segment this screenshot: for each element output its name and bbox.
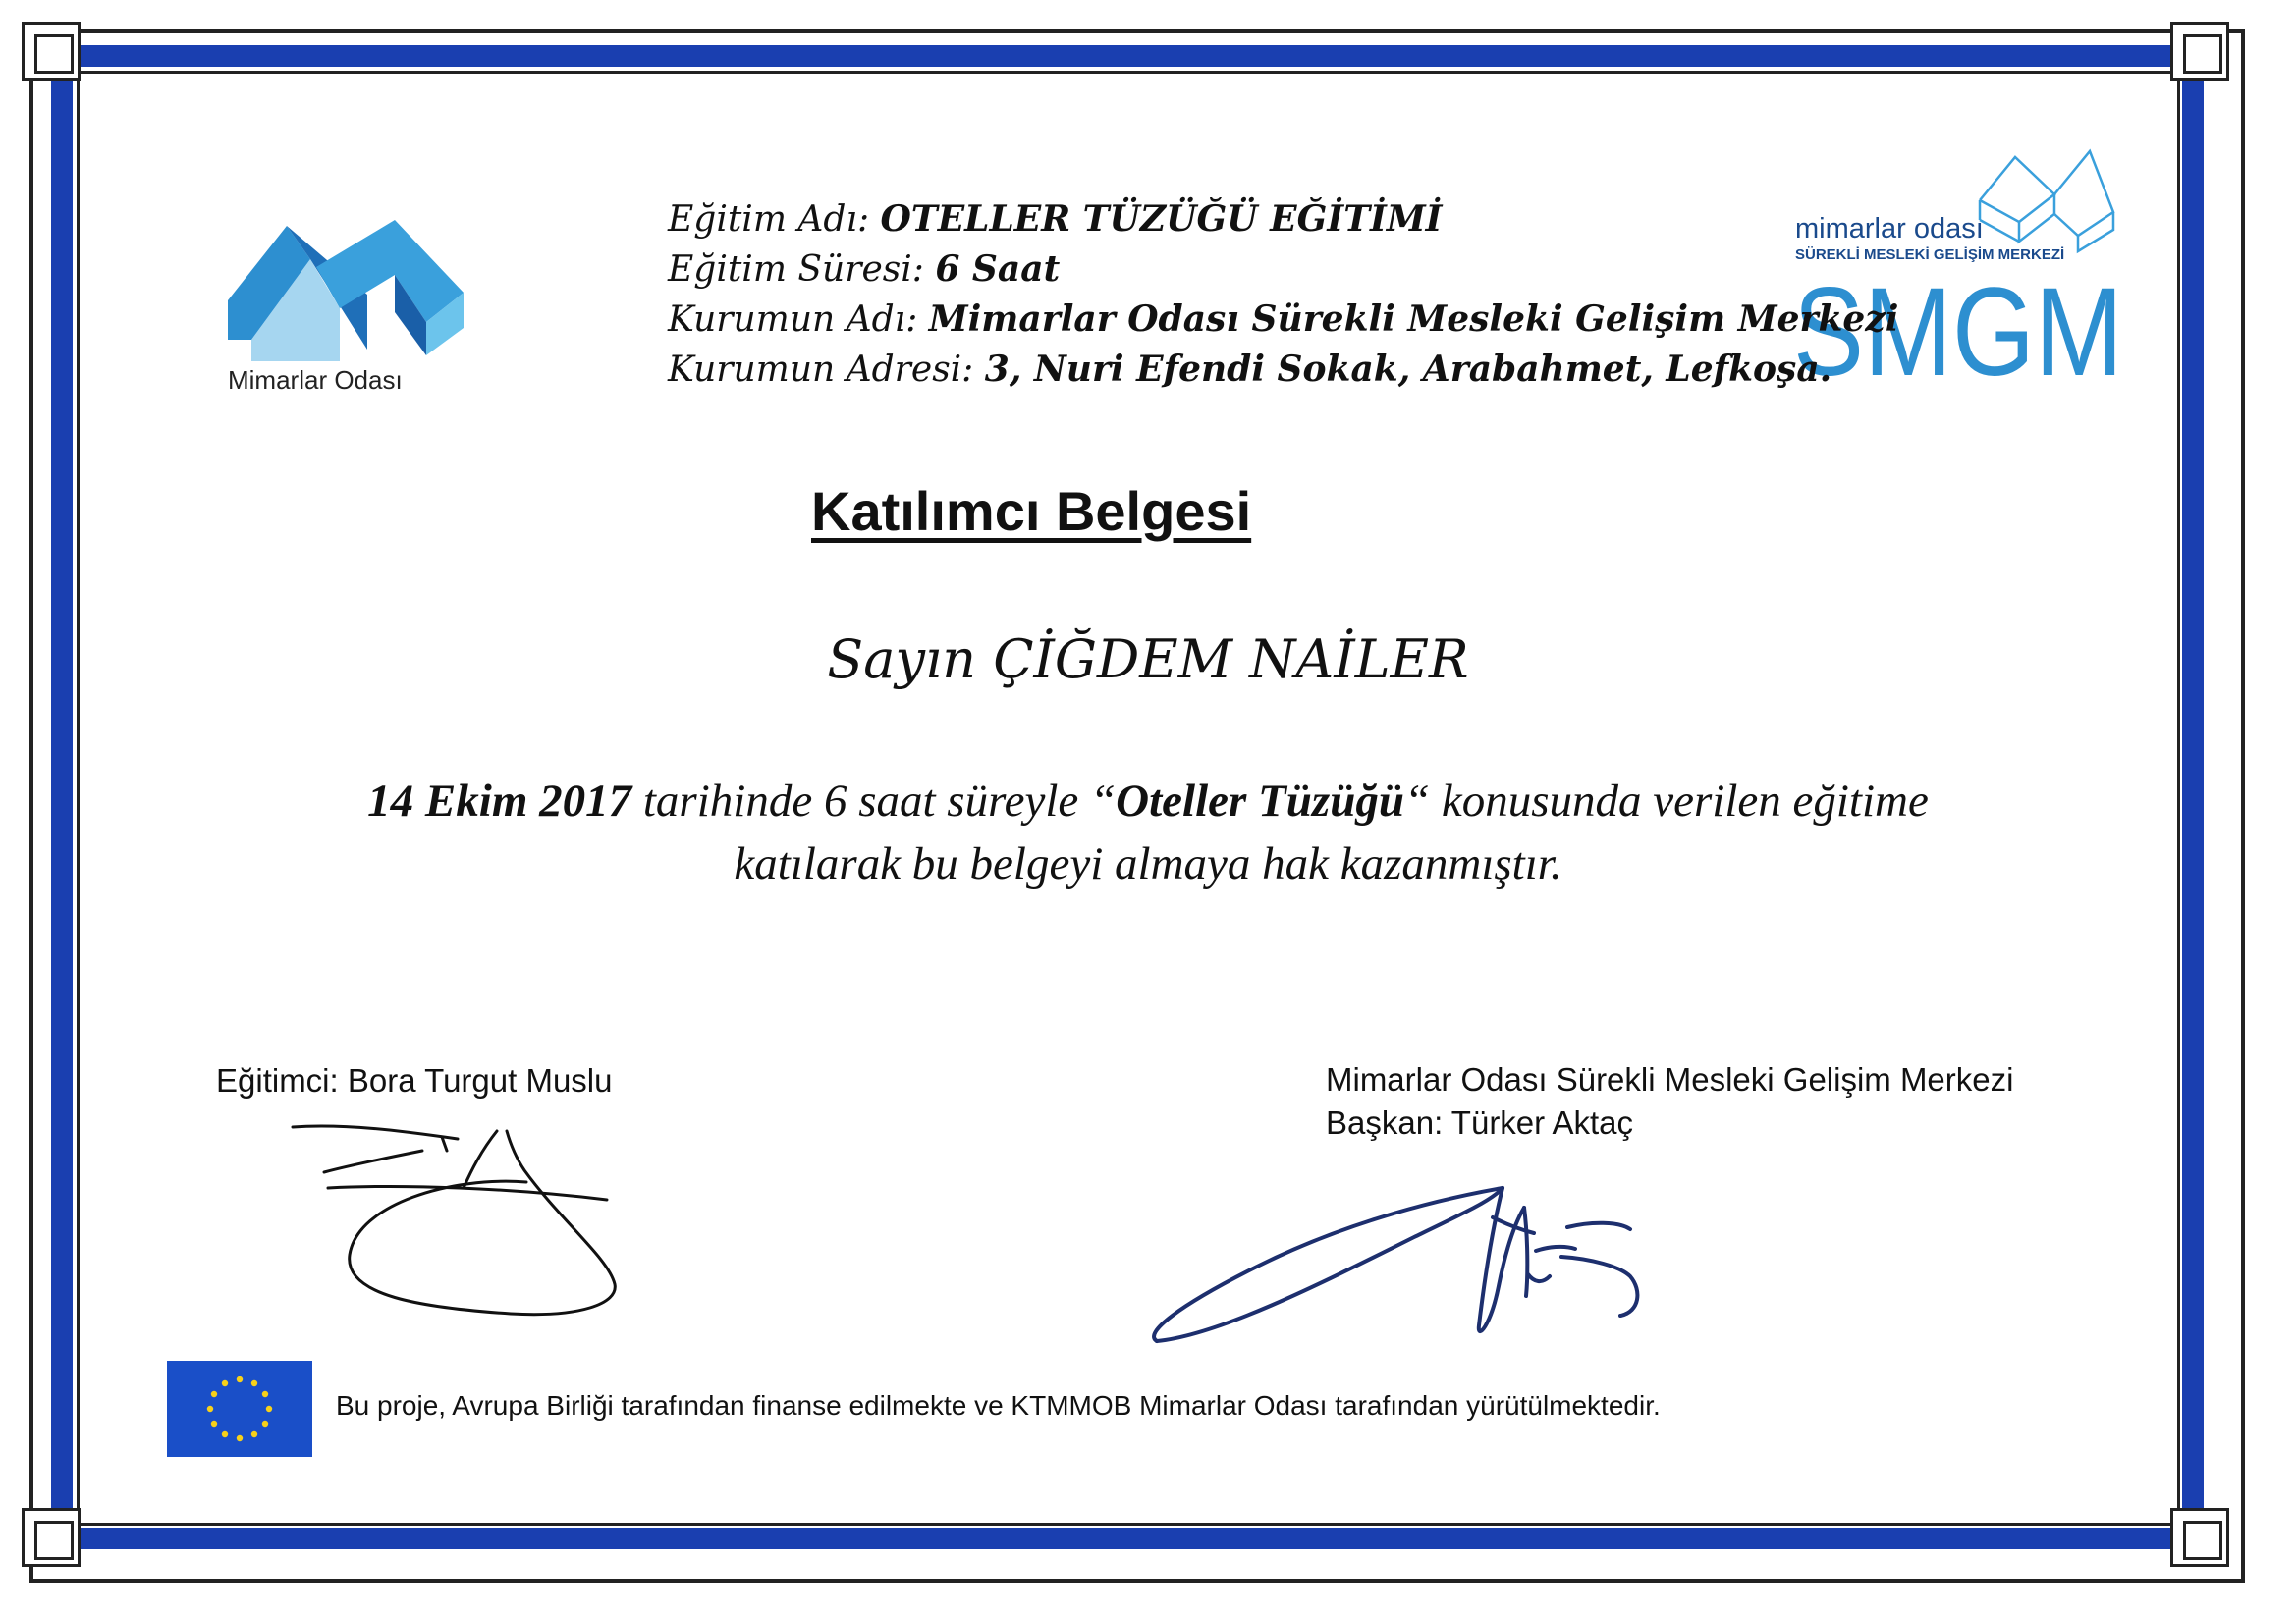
eu-funding-note: Bu proje, Avrupa Birliği tarafından finanse edilmekte ve KTMMOB Mimarlar Odası tarafından yürütülmektedir. [336,1390,1661,1421]
info-value: OTELLER TÜZÜĞÜ EĞİTİMİ [880,198,1443,240]
president-block [1326,1058,2013,1145]
smgm-logo-line1: mimarlar odası [1795,213,1984,244]
info-row-duration [668,244,1898,295]
corner-ornament-top-left [22,22,81,81]
eu-star-icon [251,1380,257,1386]
info-label: Kurumun Adı: [668,299,918,340]
eu-star-icon [262,1421,268,1427]
eu-star-icon [207,1406,213,1412]
eu-star-icon [262,1391,268,1397]
eu-star-icon [222,1380,228,1386]
info-label: Kurumun Adresi: [668,350,974,390]
info-row-training-name [668,194,1898,244]
trainer-name: Eğitimci: Bora Turgut Muslu [216,1062,613,1099]
eu-star-icon [222,1431,228,1437]
body-text-part1: tarihinde 6 saat süreyle “ [631,776,1117,827]
info-label: Eğitim Adı: [668,199,870,240]
training-topic: Oteller Tüzüğü [1116,776,1404,827]
left-logo-text: Mimarlar Odası [228,365,403,395]
info-row-address [668,345,1898,395]
organization-name: Mimarlar Odası Sürekli Mesleki Gelişim Merkezi [1326,1061,2014,1098]
smgm-logo-line2: SÜREKLİ MESLEKİ GELİŞİM MERKEZİ [1795,246,2065,263]
eu-flag-icon [167,1361,312,1457]
info-value: 6 Saat [935,248,1061,290]
training-date: 14 Ekim 2017 [367,776,632,827]
eu-star-icon [251,1431,257,1437]
recipient-name: Sayın ÇİĞDEM NAİLER [827,628,1469,690]
certificate-body [0,770,2296,895]
info-row-institution [668,295,1898,345]
info-value: 3, Nuri Efendi Sokak, Arabahmet, Lefkoşa. [984,349,1832,390]
corner-ornament-bottom-right [2170,1508,2229,1567]
info-label: Eğitim Süresi: [668,249,924,290]
smgm-logo-acronym: SMGM [1793,262,2123,403]
eu-star-icon [237,1435,243,1441]
eu-star-icon [266,1406,272,1412]
corner-ornament-bottom-left [22,1508,81,1567]
body-line-1 [0,770,2296,833]
info-value: Mimarlar Odası Sürekli Mesleki Gelişim Merkezi [928,298,1899,340]
corner-ornament-top-right [2170,22,2229,81]
signature-trainer [285,1111,629,1347]
certificate-title: Katılımcı Belgesi [811,480,1252,542]
body-text-part2: “ konusunda verilen eğitime [1403,776,1929,827]
body-line-2: katılarak bu belgeyi almaya hak kazanmıştır. [734,838,1562,890]
eu-star-icon [211,1391,217,1397]
president-name: Başkan: Türker Aktaç [1326,1105,1634,1141]
eu-star-icon [211,1421,217,1427]
training-info [668,194,1898,395]
signature-president [1139,1168,1709,1355]
eu-star-icon [237,1376,243,1382]
